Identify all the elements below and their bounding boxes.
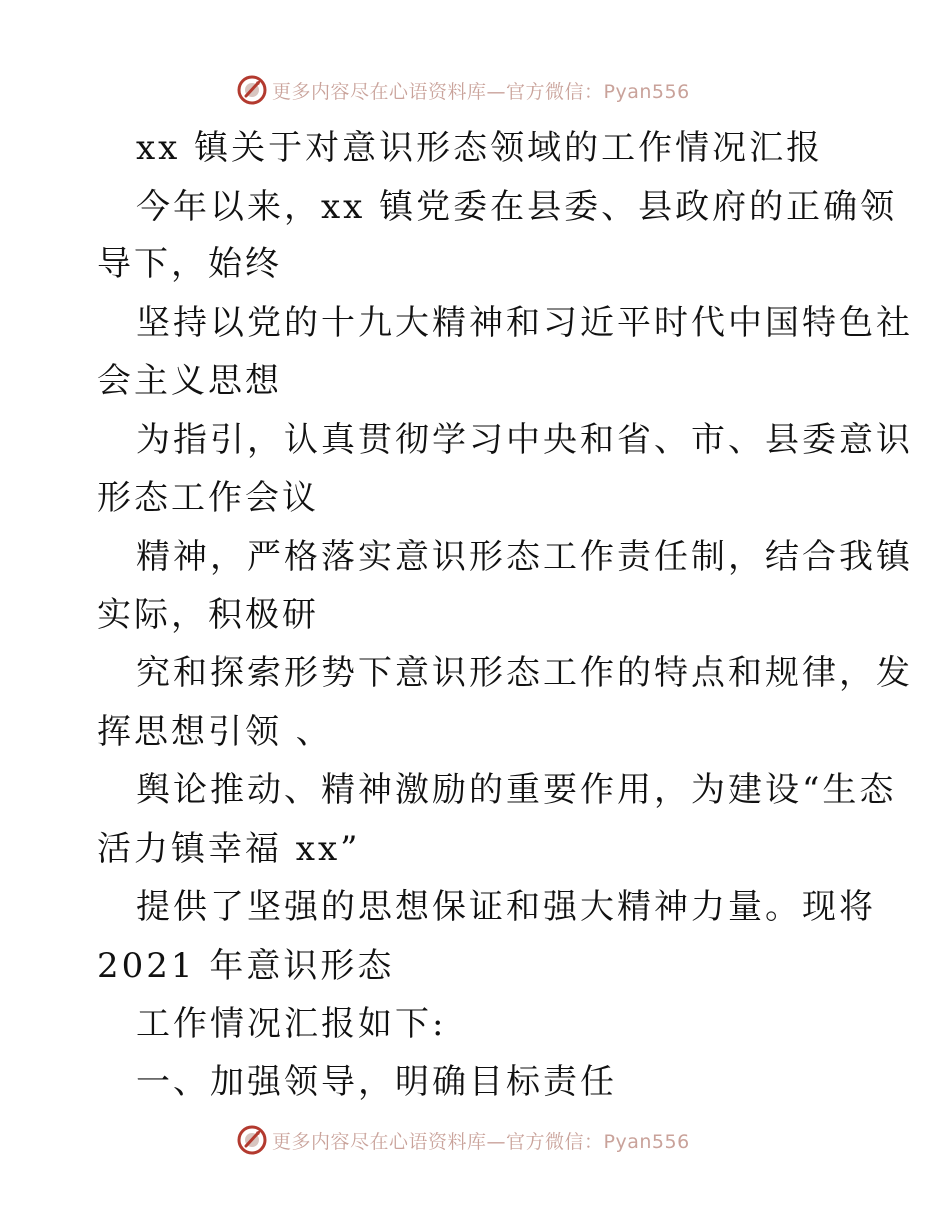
paragraph-line: 2021 年意识形态 — [97, 946, 395, 986]
header-watermark — [236, 72, 690, 108]
seal-logo-icon — [236, 74, 268, 106]
watermark-text: 更多内容尽在心语资料库—官方微信：Pyan556 — [272, 1130, 690, 1153]
watermark-text: 更多内容尽在心语资料库—官方微信：Pyan556 — [272, 80, 690, 103]
paragraph-line: 挥思想引领 、 — [97, 712, 333, 752]
paragraph-line: 今年以来，xx 镇党委在县委、县政府的正确领 — [136, 187, 898, 227]
paragraph-line: 提供了坚强的思想保证和强大精神力量。现将 — [136, 887, 876, 927]
paragraph-line: 为指引，认真贯彻学习中央和省、市、县委意识 — [136, 420, 913, 460]
paragraph-line: 舆论推动、精神激励的重要作用，为建设“生态 — [136, 770, 897, 810]
seal-logo-icon — [236, 1124, 268, 1156]
paragraph-line: 会主义思想 — [97, 361, 282, 401]
paragraph-line: 坚持以党的十九大精神和习近平时代中国特色社 — [136, 303, 913, 343]
paragraph-line: 实际，积极研 — [97, 595, 319, 635]
document-title: xx 镇关于对意识形态领域的工作情况汇报 — [136, 128, 824, 168]
footer-watermark — [236, 1122, 690, 1158]
paragraph-line: 导下，始终 — [97, 244, 282, 284]
paragraph-line: 精神，严格落实意识形态工作责任制，结合我镇 — [136, 537, 913, 577]
paragraph-line: 工作情况汇报如下: — [136, 1004, 447, 1044]
paragraph-line: 究和探索形势下意识形态工作的特点和规律，发 — [136, 653, 913, 693]
paragraph-line: 形态工作会议 — [97, 478, 319, 518]
paragraph-line: 活力镇幸福 xx” — [97, 829, 361, 869]
section-heading: 一、加强领导，明确目标责任 — [136, 1062, 617, 1102]
